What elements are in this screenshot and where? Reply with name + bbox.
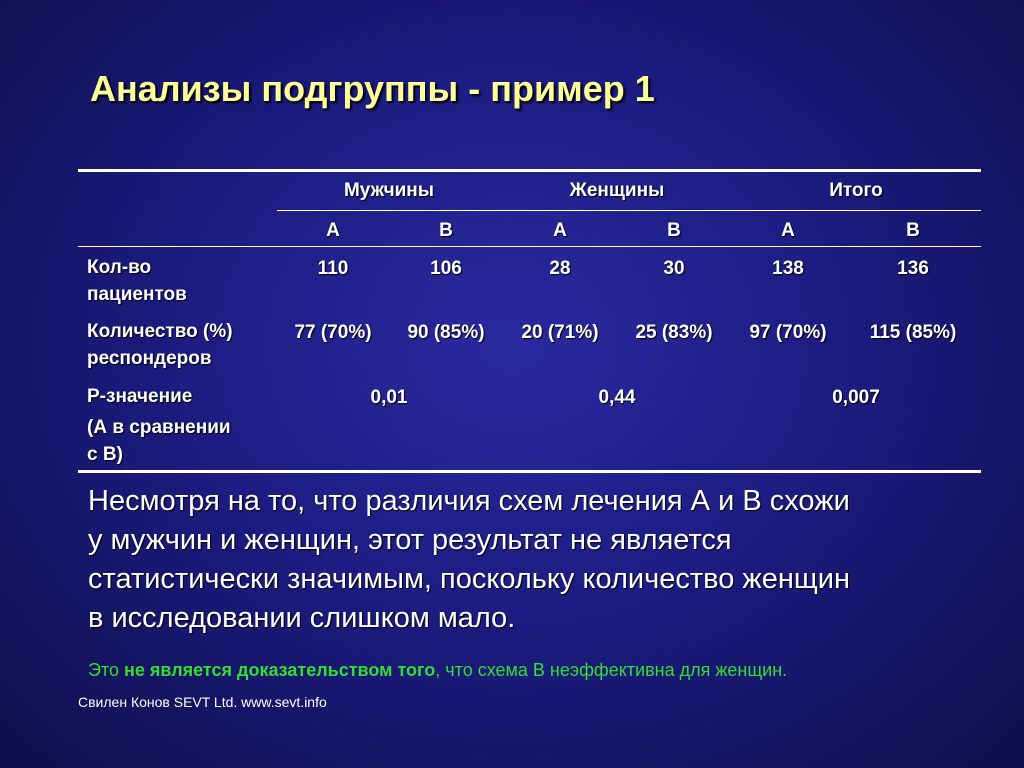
table-cell: 28	[549, 258, 571, 279]
table-cell: 136	[897, 258, 929, 279]
subheader-rule	[78, 246, 981, 247]
conclusion-text	[88, 482, 998, 638]
table-cell: 115 (85%)	[869, 322, 957, 343]
row-label-line: P-значение	[87, 386, 193, 407]
table-cell: 97 (70%)	[749, 322, 827, 343]
group-header-total: Итого	[829, 180, 883, 201]
subheader-men-b: B	[439, 220, 453, 241]
conclusion-line: у мужчин и женщин, этот результат не является	[88, 524, 732, 556]
table-cell: 106	[430, 258, 462, 279]
conclusion-line: в исследовании слишком мало.	[88, 602, 516, 634]
conclusion-line: статистически значимым, поскольку количество женщин	[88, 563, 851, 595]
table-cell: 138	[772, 258, 804, 279]
table-cell: 90 (85%)	[407, 322, 485, 343]
group-header-men: Мужчины	[343, 180, 435, 201]
row-label-patients	[87, 254, 187, 308]
row-label-line: с B)	[87, 444, 123, 465]
table-cell: 20 (71%)	[521, 322, 599, 343]
group-header-women: Женщины	[569, 180, 665, 201]
table-bottom-rule	[78, 470, 981, 473]
conclusion-line: Несмотря на то, что различия схем лечения А и В схожи	[88, 485, 850, 517]
subheader-total-a: A	[781, 220, 795, 241]
slide-title: Анализы подгруппы - пример 1	[90, 68, 655, 109]
p-value-men: 0,01	[370, 387, 408, 408]
row-label-responders	[87, 318, 233, 372]
group-header-rule	[277, 210, 981, 211]
row-label-line: Количество (%)	[87, 321, 233, 342]
row-label-line: респондеров	[87, 348, 212, 369]
green-note	[88, 660, 787, 681]
green-note-before: Это	[88, 660, 124, 680]
green-note-after: , что схема B неэффективна для женщин.	[435, 660, 788, 680]
subheader-men-a: A	[326, 220, 340, 241]
table-cell: 25 (83%)	[635, 322, 713, 343]
row-label-line: Кол-во	[87, 257, 152, 278]
green-note-bold: не является доказательством того	[124, 660, 436, 680]
p-value-women: 0,44	[598, 387, 636, 408]
subheader-women-b: B	[667, 220, 681, 241]
p-value-total: 0,007	[832, 387, 880, 408]
row-label-line: (А в сравнении	[87, 417, 231, 438]
table-cell: 110	[317, 258, 349, 279]
table-cell: 77 (70%)	[294, 322, 372, 343]
table-top-rule	[78, 169, 981, 172]
row-label-p-value	[87, 383, 231, 468]
table-cell: 30	[663, 258, 685, 279]
row-label-line: пациентов	[87, 284, 187, 305]
footer-credit: Свилен Конов SEVT Ltd. www.sevt.info	[78, 694, 327, 710]
subheader-total-b: B	[906, 220, 920, 241]
subheader-women-a: A	[553, 220, 567, 241]
